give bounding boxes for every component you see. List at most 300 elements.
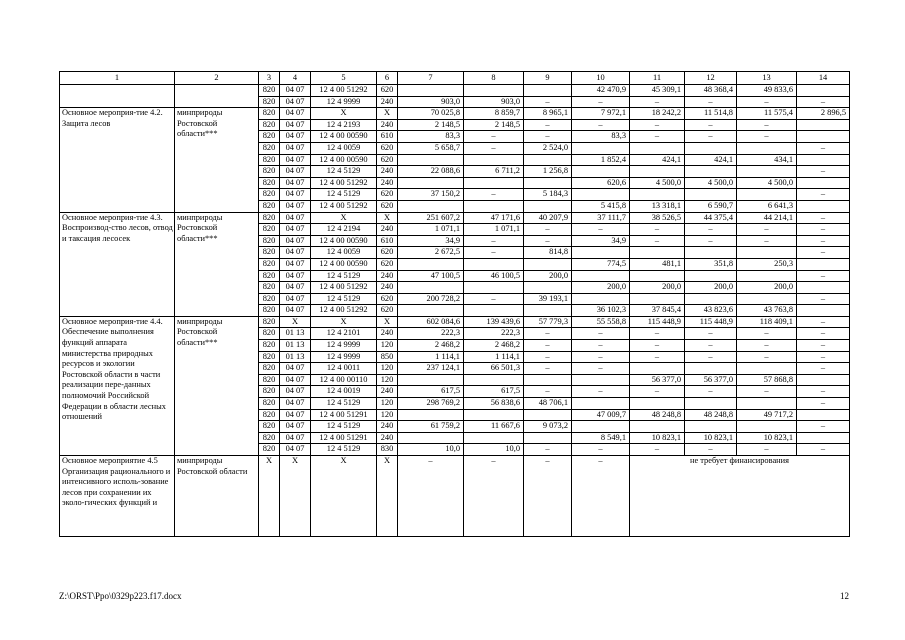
amount-cell: – [797, 316, 850, 328]
header-cell: 1 [60, 72, 175, 85]
code-cell: 620 [377, 189, 398, 201]
amount-cell: 6 641,3 [737, 200, 797, 212]
code-cell: 04 07 [280, 200, 311, 212]
amount-cell: 1 256,8 [524, 166, 572, 178]
amount-cell: – [737, 131, 797, 143]
code-cell: 12 4 2193 [311, 119, 377, 131]
code-cell: 04 07 [280, 444, 311, 456]
amount-cell: – [685, 235, 737, 247]
amount-cell: 36 102,3 [572, 305, 630, 317]
amount-cell: 4 500,0 [685, 177, 737, 189]
amount-cell: 11 667,6 [464, 421, 524, 433]
financing-note: не требует финансирования [630, 456, 850, 537]
amount-cell [685, 398, 737, 410]
amount-cell: – [685, 340, 737, 352]
amount-cell [464, 305, 524, 317]
amount-cell: 47 171,6 [464, 212, 524, 224]
amount-cell: – [572, 386, 630, 398]
amount-cell: 11 514,8 [685, 108, 737, 120]
code-cell: 12 4 2101 [311, 328, 377, 340]
amount-cell: 49 833,6 [737, 85, 797, 97]
amount-cell: 8 859,7 [464, 108, 524, 120]
amount-cell [630, 270, 685, 282]
code-cell: 820 [259, 258, 280, 270]
amount-cell: 18 242,2 [630, 108, 685, 120]
amount-cell: – [797, 142, 850, 154]
code-cell: 12 4 00 51291 [311, 409, 377, 421]
amount-cell: 56 377,0 [630, 374, 685, 386]
amount-cell: 351,8 [685, 258, 737, 270]
amount-cell: – [737, 444, 797, 456]
amount-cell [630, 142, 685, 154]
amount-cell [572, 421, 630, 433]
budget-table [59, 71, 850, 537]
amount-cell: – [797, 293, 850, 305]
amount-cell [464, 282, 524, 294]
code-cell: 12 4 00 00590 [311, 258, 377, 270]
amount-cell: – [630, 340, 685, 352]
code-cell: 820 [259, 386, 280, 398]
amount-cell: 2 468,2 [464, 340, 524, 352]
amount-cell: 115 448,9 [630, 316, 685, 328]
amount-cell: 2 148,5 [398, 119, 464, 131]
amount-cell: – [737, 386, 797, 398]
amount-cell: 8 549,1 [572, 432, 630, 444]
amount-cell [685, 142, 737, 154]
code-cell: Х [311, 108, 377, 120]
code-cell: 04 07 [280, 108, 311, 120]
amount-cell: 424,1 [685, 154, 737, 166]
amount-cell: – [685, 96, 737, 108]
amount-cell: – [797, 212, 850, 224]
code-cell: 04 07 [280, 398, 311, 410]
amount-cell [737, 166, 797, 178]
amount-cell: 22 088,6 [398, 166, 464, 178]
code-cell: 04 07 [280, 421, 311, 433]
amount-cell: – [797, 235, 850, 247]
code-cell: 820 [259, 270, 280, 282]
amount-cell [737, 398, 797, 410]
amount-cell: – [524, 96, 572, 108]
amount-cell [797, 177, 850, 189]
amount-cell [630, 421, 685, 433]
amount-cell: – [797, 96, 850, 108]
amount-cell [630, 363, 685, 375]
header-cell: 8 [464, 72, 524, 85]
amount-cell: 10,0 [398, 444, 464, 456]
code-cell: Х [377, 212, 398, 224]
amount-cell: 10 823,1 [685, 432, 737, 444]
code-cell: 04 07 [280, 258, 311, 270]
amount-cell: 200,0 [630, 282, 685, 294]
amount-cell [630, 293, 685, 305]
amount-cell: 57 779,3 [524, 316, 572, 328]
amount-cell: 222,3 [398, 328, 464, 340]
amount-cell: – [737, 340, 797, 352]
amount-cell: 237 124,1 [398, 363, 464, 375]
amount-cell: 1 852,4 [572, 154, 630, 166]
code-cell: 04 07 [280, 409, 311, 421]
amount-cell: – [572, 444, 630, 456]
amount-cell: 70 025,8 [398, 108, 464, 120]
amount-cell: 48 368,4 [685, 85, 737, 97]
code-cell: – [464, 456, 524, 537]
amount-cell: 37 845,4 [630, 305, 685, 317]
amount-cell: 200,0 [524, 270, 572, 282]
code-cell: 820 [259, 108, 280, 120]
amount-cell: 6 711,2 [464, 166, 524, 178]
amount-cell: 9 073,2 [524, 421, 572, 433]
code-cell: 12 4 00 51292 [311, 305, 377, 317]
code-cell: 820 [259, 293, 280, 305]
amount-cell: 42 470,9 [572, 85, 630, 97]
code-cell: 04 07 [280, 293, 311, 305]
amount-cell: 37 150,2 [398, 189, 464, 201]
amount-cell: 222,3 [464, 328, 524, 340]
executor-name: минприроды Ростовской области*** [175, 212, 259, 316]
amount-cell [398, 258, 464, 270]
amount-cell [398, 154, 464, 166]
amount-cell: 617,5 [464, 386, 524, 398]
code-cell: 830 [377, 444, 398, 456]
amount-cell: – [572, 328, 630, 340]
amount-cell: – [524, 386, 572, 398]
amount-cell: – [524, 224, 572, 236]
code-cell: 12 4 5129 [311, 421, 377, 433]
amount-cell: – [737, 96, 797, 108]
amount-cell: 2 672,5 [398, 247, 464, 259]
code-cell: 04 07 [280, 85, 311, 97]
amount-cell [797, 85, 850, 97]
code-cell: 12 4 0059 [311, 142, 377, 154]
amount-cell [464, 177, 524, 189]
code-cell: 04 07 [280, 432, 311, 444]
code-cell: 240 [377, 166, 398, 178]
amount-cell: – [524, 351, 572, 363]
code-cell: 620 [377, 154, 398, 166]
amount-cell [398, 200, 464, 212]
code-cell: 620 [377, 142, 398, 154]
amount-cell [524, 432, 572, 444]
code-cell: 620 [377, 85, 398, 97]
code-cell: 240 [377, 96, 398, 108]
amount-cell: 200,0 [572, 282, 630, 294]
amount-cell [398, 305, 464, 317]
code-cell: 820 [259, 154, 280, 166]
code-cell: 240 [377, 270, 398, 282]
amount-cell: – [524, 119, 572, 131]
amount-cell: – [797, 363, 850, 375]
code-cell: 12 4 9999 [311, 340, 377, 352]
amount-cell: – [524, 235, 572, 247]
amount-cell [797, 374, 850, 386]
amount-cell [398, 85, 464, 97]
amount-cell: 46 100,5 [464, 270, 524, 282]
amount-cell [630, 166, 685, 178]
amount-cell: 37 111,7 [572, 212, 630, 224]
code-cell: 12 4 00 51291 [311, 432, 377, 444]
code-cell: – [524, 456, 572, 537]
code-cell: 820 [259, 328, 280, 340]
page-number: 12 [840, 591, 849, 601]
amount-cell [464, 432, 524, 444]
code-cell: 12 4 5129 [311, 444, 377, 456]
code-cell: 820 [259, 282, 280, 294]
code-cell: 620 [377, 305, 398, 317]
code-cell: 820 [259, 189, 280, 201]
amount-cell: 8 965,1 [524, 108, 572, 120]
amount-cell: 5 658,7 [398, 142, 464, 154]
amount-cell: 4 500,0 [737, 177, 797, 189]
amount-cell: – [464, 293, 524, 305]
amount-cell [797, 282, 850, 294]
amount-cell: 617,5 [398, 386, 464, 398]
amount-cell: 1 071,1 [398, 224, 464, 236]
code-cell: 820 [259, 409, 280, 421]
amount-cell [398, 282, 464, 294]
code-cell: 120 [377, 409, 398, 421]
amount-cell: – [685, 224, 737, 236]
code-cell: 12 4 0059 [311, 247, 377, 259]
code-cell: 820 [259, 85, 280, 97]
amount-cell: – [524, 340, 572, 352]
amount-cell: – [797, 224, 850, 236]
code-cell: 820 [259, 166, 280, 178]
code-cell: 04 07 [280, 235, 311, 247]
amount-cell: 13 318,1 [630, 200, 685, 212]
code-cell: 12 4 00 00590 [311, 154, 377, 166]
amount-cell [524, 85, 572, 97]
amount-cell: 10 823,1 [737, 432, 797, 444]
table-row [60, 212, 850, 224]
amount-cell: – [737, 235, 797, 247]
amount-cell [524, 282, 572, 294]
amount-cell: 814,8 [524, 247, 572, 259]
amount-cell: 83,3 [398, 131, 464, 143]
amount-cell: 602 084,6 [398, 316, 464, 328]
amount-cell [572, 247, 630, 259]
amount-cell: – [524, 444, 572, 456]
amount-cell [524, 305, 572, 317]
code-cell: Х [377, 108, 398, 120]
code-cell: 04 07 [280, 189, 311, 201]
amount-cell [685, 421, 737, 433]
amount-cell: 47 009,7 [572, 409, 630, 421]
amount-cell [464, 374, 524, 386]
amount-cell: 40 207,9 [524, 212, 572, 224]
code-cell: Х [280, 316, 311, 328]
amount-cell: – [685, 444, 737, 456]
amount-cell: – [630, 351, 685, 363]
amount-cell: 38 526,5 [630, 212, 685, 224]
code-cell: 12 4 00 51292 [311, 200, 377, 212]
code-cell: 120 [377, 340, 398, 352]
amount-cell: – [797, 270, 850, 282]
amount-cell: – [630, 96, 685, 108]
amount-cell: – [737, 328, 797, 340]
code-cell: 820 [259, 340, 280, 352]
amount-cell: 61 759,2 [398, 421, 464, 433]
code-cell: 04 07 [280, 247, 311, 259]
code-cell: 820 [259, 363, 280, 375]
code-cell: 12 4 00 51292 [311, 85, 377, 97]
amount-cell [524, 258, 572, 270]
amount-cell: – [797, 340, 850, 352]
amount-cell: – [685, 131, 737, 143]
amount-cell: 66 501,3 [464, 363, 524, 375]
code-cell: 12 4 0011 [311, 363, 377, 375]
amount-cell: – [572, 224, 630, 236]
code-cell: 12 4 2194 [311, 224, 377, 236]
amount-cell [572, 398, 630, 410]
amount-cell: 43 823,6 [685, 305, 737, 317]
code-cell: 120 [377, 398, 398, 410]
amount-cell: 48 248,8 [685, 409, 737, 421]
code-cell: 610 [377, 235, 398, 247]
header-cell: 13 [737, 72, 797, 85]
code-cell: 240 [377, 328, 398, 340]
code-cell: 04 07 [280, 166, 311, 178]
table-row [60, 456, 850, 537]
amount-cell: 7 972,1 [572, 108, 630, 120]
code-cell: 04 07 [280, 374, 311, 386]
amount-cell: – [524, 363, 572, 375]
activity-name: Основное мероприя-тие 4.4. Обеспечение выполнения функций аппарата министерства природных ресурсов и экологии Ростовской области в части реализации пере-данных полномочий Российской Федерации в области лесных отношений [60, 316, 175, 455]
code-cell: 04 07 [280, 96, 311, 108]
code-cell: 240 [377, 224, 398, 236]
amount-cell: 620,6 [572, 177, 630, 189]
amount-cell: 10 823,1 [630, 432, 685, 444]
amount-cell: – [464, 247, 524, 259]
activity-name: Основное мероприя-тие 4.3. Воспроизвод-ство лесов, отвод и таксация лесосек [60, 212, 175, 316]
amount-cell: 250,3 [737, 258, 797, 270]
amount-cell [572, 374, 630, 386]
code-cell: 820 [259, 212, 280, 224]
amount-cell: 34,9 [572, 235, 630, 247]
amount-cell: – [630, 235, 685, 247]
code-cell: 12 4 5129 [311, 166, 377, 178]
amount-cell: – [464, 142, 524, 154]
amount-cell: 5 184,3 [524, 189, 572, 201]
code-cell: 01 13 [280, 328, 311, 340]
code-cell: 04 07 [280, 154, 311, 166]
code-cell: 04 07 [280, 224, 311, 236]
amount-cell: – [464, 131, 524, 143]
amount-cell [630, 247, 685, 259]
code-cell: 620 [377, 258, 398, 270]
amount-cell: 481,1 [630, 258, 685, 270]
code-cell: 620 [377, 200, 398, 212]
amount-cell: – [797, 351, 850, 363]
amount-cell: – [797, 328, 850, 340]
amount-cell: – [464, 189, 524, 201]
amount-cell [737, 270, 797, 282]
code-cell: 04 07 [280, 119, 311, 131]
amount-cell: 5 415,8 [572, 200, 630, 212]
amount-cell: – [797, 166, 850, 178]
amount-cell: – [524, 328, 572, 340]
code-cell: 12 4 9999 [311, 96, 377, 108]
code-cell: 620 [377, 247, 398, 259]
amount-cell: – [797, 398, 850, 410]
amount-cell [572, 270, 630, 282]
amount-cell: 4 500,0 [630, 177, 685, 189]
header-cell: 5 [311, 72, 377, 85]
code-cell: 01 13 [280, 340, 311, 352]
code-cell: 820 [259, 119, 280, 131]
amount-cell: 47 100,5 [398, 270, 464, 282]
code-cell: Х [377, 456, 398, 537]
amount-cell: 298 769,2 [398, 398, 464, 410]
header-cell: 14 [797, 72, 850, 85]
amount-cell [737, 421, 797, 433]
amount-cell: 10,0 [464, 444, 524, 456]
amount-cell: 45 309,1 [630, 85, 685, 97]
amount-cell: 774,5 [572, 258, 630, 270]
code-cell: 850 [377, 351, 398, 363]
code-cell: 12 4 00 00110 [311, 374, 377, 386]
amount-cell [572, 189, 630, 201]
amount-cell [630, 189, 685, 201]
code-cell: 12 4 5129 [311, 270, 377, 282]
code-cell: Х [311, 316, 377, 328]
amount-cell: 34,9 [398, 235, 464, 247]
amount-cell: 139 439,6 [464, 316, 524, 328]
code-cell: 820 [259, 316, 280, 328]
header-cell: 9 [524, 72, 572, 85]
amount-cell [464, 85, 524, 97]
amount-cell: 11 575,4 [737, 108, 797, 120]
code-cell: 240 [377, 421, 398, 433]
code-cell: Х [311, 212, 377, 224]
amount-cell [737, 189, 797, 201]
header-cell: 4 [280, 72, 311, 85]
amount-cell: – [737, 224, 797, 236]
code-cell: 12 4 5129 [311, 189, 377, 201]
amount-cell [737, 247, 797, 259]
amount-cell: 44 214,1 [737, 212, 797, 224]
code-cell: 12 4 00 00590 [311, 235, 377, 247]
amount-cell [685, 189, 737, 201]
amount-cell: 1 114,1 [464, 351, 524, 363]
amount-cell: 1 114,1 [398, 351, 464, 363]
amount-cell [737, 142, 797, 154]
amount-cell [398, 374, 464, 386]
code-cell: Х [259, 456, 280, 537]
amount-cell: – [797, 386, 850, 398]
amount-cell [685, 270, 737, 282]
header-cell: 2 [175, 72, 259, 85]
amount-cell: 1 071,1 [464, 224, 524, 236]
amount-cell [797, 131, 850, 143]
amount-cell [797, 119, 850, 131]
code-cell: 820 [259, 444, 280, 456]
code-cell: 12 4 0019 [311, 386, 377, 398]
amount-cell [685, 293, 737, 305]
amount-cell: 903,0 [464, 96, 524, 108]
amount-cell: – [572, 351, 630, 363]
table-body [60, 72, 850, 537]
code-cell: 04 07 [280, 142, 311, 154]
code-cell: 12 4 00 51292 [311, 177, 377, 189]
code-cell: 04 07 [280, 177, 311, 189]
code-cell: 820 [259, 247, 280, 259]
amount-cell: – [685, 328, 737, 340]
amount-cell: 56 838,6 [464, 398, 524, 410]
amount-cell [572, 142, 630, 154]
amount-cell: 424,1 [630, 154, 685, 166]
amount-cell [464, 200, 524, 212]
